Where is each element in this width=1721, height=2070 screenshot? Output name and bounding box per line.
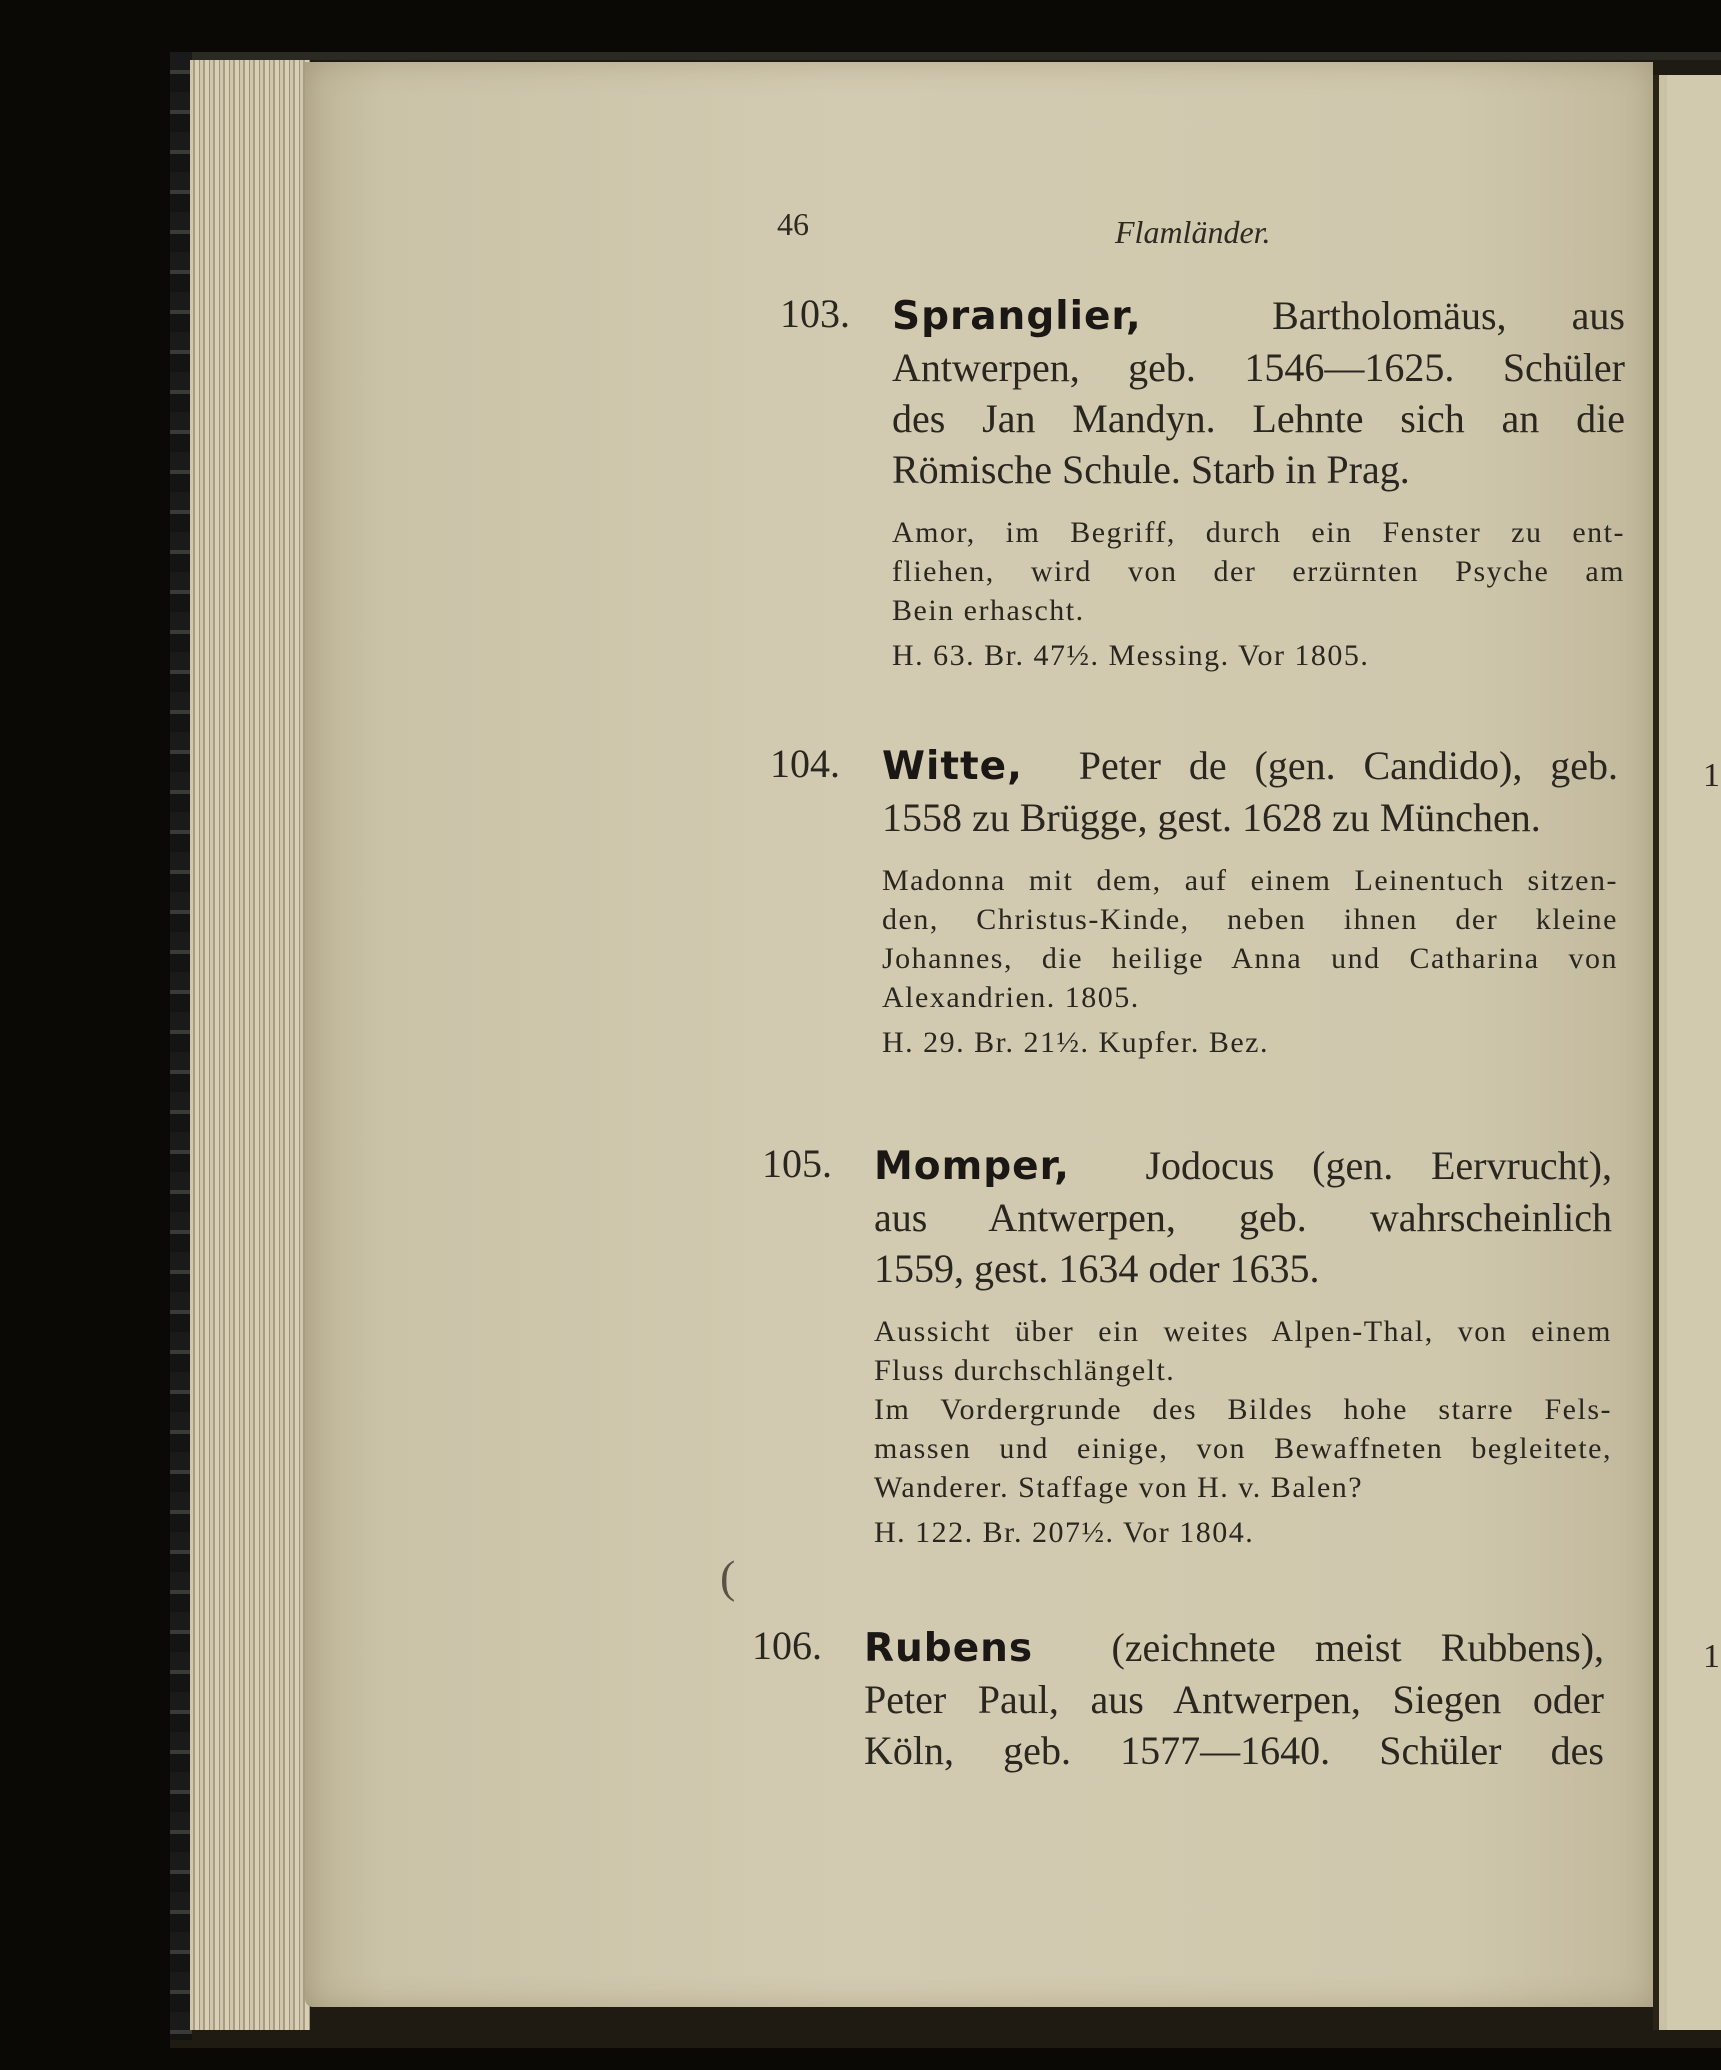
heading-line: 1558 zu Brügge, gest. 1628 zu München. xyxy=(882,795,1541,840)
description-line: Im Vordergrunde des Bildes hohe starre Fels- xyxy=(874,1393,1612,1426)
description-line: fliehen, wird von der erzürnten Psyche am xyxy=(892,555,1625,588)
catalog-entry xyxy=(752,1622,1604,1776)
description-line: massen und einige, von Bewaffneten begleitete, xyxy=(874,1432,1612,1465)
artist-name: Momper, xyxy=(874,1144,1070,1189)
description-line: Aussicht über ein weites Alpen-Thal, von einem xyxy=(874,1315,1612,1348)
description-line: Madonna mit dem, auf einem Leinentuch sitzen- xyxy=(882,864,1618,897)
description-line: Johannes, die heilige Anna und Catharina von xyxy=(882,942,1618,975)
catalog-entry xyxy=(780,290,1625,675)
catalog-entry xyxy=(762,1140,1612,1552)
facing-page-edge xyxy=(1653,75,1721,2030)
heading-line: aus Antwerpen, geb. wahrscheinlich xyxy=(874,1195,1612,1240)
artwork-dimensions: H. 29. Br. 21½. Kupfer. Bez. xyxy=(882,1026,1269,1059)
description-line: Wanderer. Staffage von H. v. Balen? xyxy=(874,1471,1364,1504)
page-number: 46 xyxy=(777,206,809,242)
facing-page-number: 1 xyxy=(1703,757,1720,794)
running-head: Flamländer. xyxy=(1115,214,1271,250)
artwork-description xyxy=(892,513,1625,630)
entry-heading: Witte, Peter de (gen. Candido), geb. 1558 zu Brügge, gest. 1628 zu München. xyxy=(882,740,1618,843)
heading-line: Peter Paul, aus Antwerpen, Siegen oder xyxy=(864,1677,1604,1722)
heading-line: 1559, gest. 1634 oder 1635. xyxy=(874,1246,1320,1291)
description-line: Amor, im Begriff, durch ein Fenster zu ent- xyxy=(892,516,1625,549)
description-line: den, Christus-Kinde, neben ihnen der kleine xyxy=(882,903,1618,936)
catalog-entry xyxy=(770,740,1618,1062)
entry-heading: Momper, Jodocus (gen. Eervrucht), aus Antwerpen, geb. wahrscheinlich 1559, gest. 1634 oder 1635. xyxy=(874,1140,1612,1294)
artwork-dimensions: H. 63. Br. 47½. Messing. Vor 1805. xyxy=(892,639,1370,672)
artwork-dimensions: H. 122. Br. 207½. Vor 1804. xyxy=(874,1516,1255,1549)
entry-heading-cont xyxy=(892,342,1625,495)
entry-number: 106. xyxy=(752,1623,822,1668)
heading-line: Köln, geb. 1577—1640. Schüler des xyxy=(864,1728,1604,1773)
entry-number: 103. xyxy=(780,291,850,336)
heading-line: Antwerpen, geb. 1546—1625. Schüler xyxy=(892,345,1625,390)
heading-line: des Jan Mandyn. Lehnte sich an die xyxy=(892,396,1625,441)
pencil-mark: ( xyxy=(720,1551,736,1602)
description-line: Fluss durchschlängelt. xyxy=(874,1354,1176,1387)
artwork-description xyxy=(874,1312,1612,1507)
entry-heading: Rubens (zeichnete meist Rubbens), Peter Paul, aus Antwerpen, Siegen oder Köln, geb. 1577—1640. Schüler des xyxy=(864,1622,1604,1776)
heading-line: Römische Schule. Starb in Prag. xyxy=(892,447,1410,492)
description-line: Bein erhascht. xyxy=(892,594,1085,627)
page-stack-edge xyxy=(190,60,310,2030)
book-spine-edge xyxy=(170,52,192,2040)
entry-number: 105. xyxy=(762,1141,832,1186)
facing-page-number: 1 xyxy=(1703,1638,1720,1675)
description-line: Alexandrien. 1805. xyxy=(882,981,1140,1014)
entry-heading: Spranglier, Bartholomäus, aus xyxy=(892,293,1625,339)
artwork-description xyxy=(882,861,1618,1017)
artist-name: Spranglier, xyxy=(892,294,1142,339)
artist-name: Rubens xyxy=(864,1626,1034,1671)
artist-name: Witte, xyxy=(882,744,1023,789)
entry-number: 104. xyxy=(770,741,840,786)
